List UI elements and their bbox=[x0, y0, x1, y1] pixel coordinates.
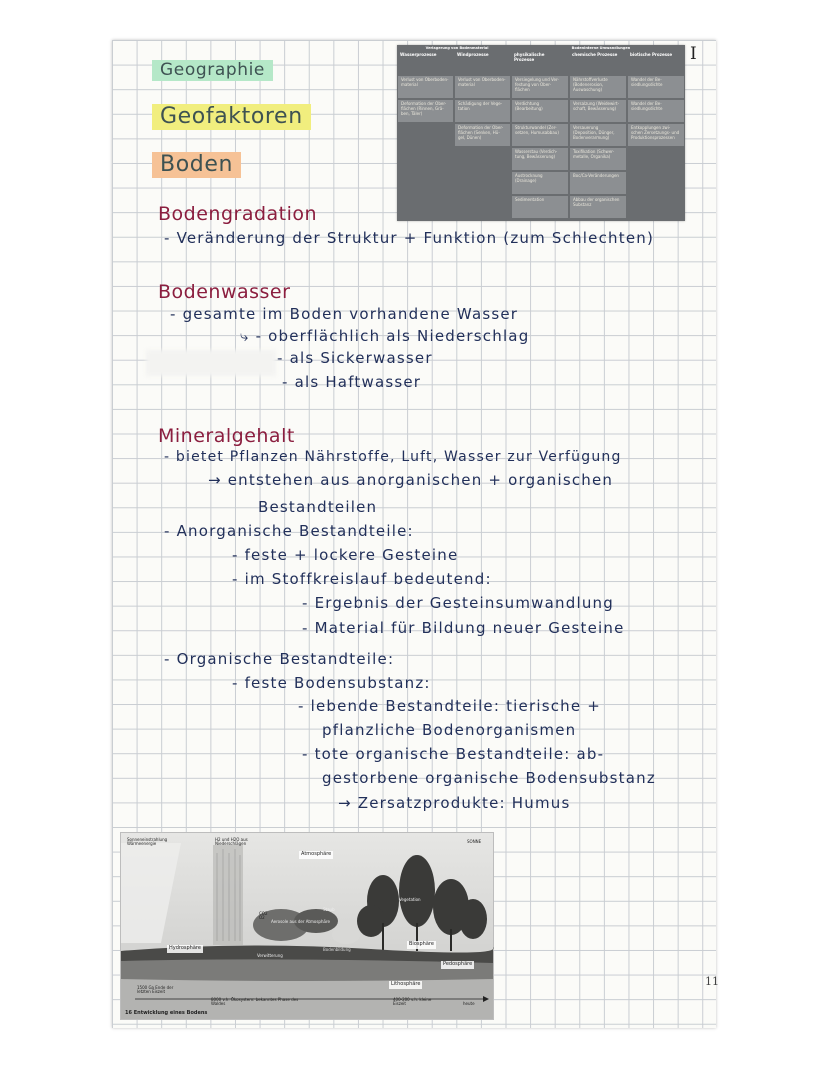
roman-numeral-mark: I bbox=[690, 44, 697, 64]
fig-label-vegetation: Vegetation bbox=[399, 897, 421, 902]
table-cell: Entkopplungen zwi-schen Zersetzungs- und Produktionsprozessen bbox=[628, 124, 684, 146]
table-header-cell: Wasserprozesse bbox=[400, 52, 437, 57]
fig-label-weathering: Verwitterung bbox=[257, 953, 283, 958]
mineral-line-5: - feste + lockere Gesteine bbox=[232, 546, 459, 564]
degradation-title: Bodengradation bbox=[158, 203, 318, 225]
fig-time-2: 8000 v.h. Ökosystem: bekanntes Phase des Waldes bbox=[211, 997, 299, 1007]
water-title: Bodenwasser bbox=[158, 281, 291, 303]
table-cell bbox=[397, 171, 454, 195]
table-cell: Boc/Ca-Veränderungen bbox=[570, 172, 626, 194]
table-cell bbox=[627, 147, 685, 171]
mineral-line-1: - bietet Pflanzen Nährstoffe, Luft, Wasser zur Verfügung bbox=[164, 449, 622, 465]
water-line-4: - als Haftwasser bbox=[282, 373, 422, 391]
table-header-cell: physikalische Prozesse bbox=[514, 52, 545, 62]
table-cell: Versauerung (Deposition, Dünger, Bodenverarmung) bbox=[570, 124, 626, 146]
soil-development-figure bbox=[120, 832, 494, 1020]
fig-label-soil: Bodenbildung bbox=[323, 947, 351, 952]
fig-label-aerosol: Aerosole aus der Atmosphäre bbox=[271, 919, 330, 924]
fig-time-4: heute bbox=[463, 1001, 475, 1006]
table-cell bbox=[397, 123, 454, 147]
table-cell: Verlust von Oberboden-material bbox=[398, 76, 453, 98]
fig-label-lithosphere: Lithosphäre bbox=[391, 981, 421, 987]
fig-time-1: 1500 Ga Ende der letzten Eiszeit bbox=[137, 985, 174, 995]
mineral-line-2: → entstehen aus anorganischen + organischen bbox=[208, 471, 614, 489]
mineral-line-14: gestorbene organische Bodensubstanz bbox=[322, 769, 656, 787]
mineral-line-4: - Anorganische Bestandteile: bbox=[164, 522, 414, 540]
water-line-1: - gesamte im Boden vorhandene Wasser bbox=[170, 305, 519, 323]
table-cell: Schädigung der Vege-tation bbox=[455, 100, 510, 122]
section-heading: Boden bbox=[152, 152, 241, 178]
table-cell: Austrocknung (Drainage) bbox=[512, 172, 568, 194]
fig-label-pedosphere: Pedosphäre bbox=[443, 961, 473, 967]
table-cell bbox=[454, 171, 511, 195]
mineral-line-10: - feste Bodensubstanz: bbox=[232, 674, 431, 692]
table-cell: Abbau der organischen Substanz bbox=[570, 196, 626, 218]
table-cell bbox=[397, 195, 454, 219]
table-header-cell: biotische Prozesse bbox=[630, 52, 673, 57]
mineral-line-13: - tote organische Bestandteile: ab- bbox=[302, 745, 605, 763]
fig-label-atmosphere: Atmosphäre bbox=[301, 851, 332, 857]
table-title-right: Bodeninterne Umwandlungen bbox=[571, 46, 631, 50]
fig-label-water: H2 und H2O aus Niederschlägen bbox=[215, 837, 248, 847]
blurred-smudge bbox=[146, 350, 276, 376]
mineral-line-15: → Zersatzprodukte: Humus bbox=[338, 794, 571, 812]
table-cell: Verlust von Oberboden-material bbox=[455, 76, 510, 98]
mineral-line-3: Bestandteilen bbox=[258, 498, 378, 516]
mineral-line-12: pflanzliche Bodenorganismen bbox=[322, 721, 577, 739]
table-cell: Sedimentation bbox=[512, 196, 568, 218]
table-cell: Versiegelung und Ver-festung von Ober-flächen bbox=[512, 76, 568, 98]
water-line-2: ⤷ - oberflächlich als Niederschlag bbox=[240, 327, 530, 345]
table-header-cell: chemische Prozesse bbox=[572, 52, 618, 57]
mineral-line-6: - im Stoffkreislauf bedeutend: bbox=[232, 570, 492, 588]
table-cell: Wandel der Be-siedlungsdichte bbox=[628, 100, 684, 122]
fig-label-dust: Staub bbox=[323, 907, 335, 912]
fig-time-3: 400-200 v.h. kleine Eiszeit bbox=[393, 997, 432, 1007]
fig-label-watermark: SONNE bbox=[467, 839, 482, 844]
table-cell: Toxifikation (Schwer-metalle, Organika) bbox=[570, 148, 626, 170]
table-cell: Nährstoffverluste (Bodenerosion, Auswaschung) bbox=[570, 76, 626, 98]
figure-caption-text: Entwicklung eines Bodens bbox=[133, 1010, 208, 1016]
fig-label-biosphere: Biosphäre bbox=[409, 941, 434, 947]
table-cell bbox=[397, 147, 454, 171]
table-header-cell: Windprozesse bbox=[457, 52, 489, 57]
mineral-line-11: - lebende Bestandteile: tierische + bbox=[298, 697, 602, 715]
mineral-line-8: - Material für Bildung neuer Gesteine bbox=[302, 619, 625, 637]
fig-label-sunlight: Sonneneinstrahlung Wärmeenergie bbox=[127, 837, 168, 847]
mineral-line-9: - Organische Bestandteile: bbox=[164, 650, 395, 668]
table-cell: Deformation der Ober-flächen (Senken, Hü-gel, Dünen) bbox=[455, 124, 510, 146]
table-cell: Deformation der Ober-flächen (Rinnen, Grä-ben, Täler) bbox=[398, 100, 453, 122]
water-line-3: - als Sickerwasser bbox=[277, 349, 433, 367]
mineral-line-7: - Ergebnis der Gesteinsumwandlung bbox=[302, 594, 614, 612]
mineral-title: Mineralgehalt bbox=[158, 425, 295, 447]
table-cell: Wandel der Be-siedlungsdichte bbox=[628, 76, 684, 98]
table-cell: Wasserstau (Verdich-tung, Bewässerung) bbox=[512, 148, 568, 170]
degradation-line-1: - Veränderung der Struktur + Funktion (zum Schlechten) bbox=[164, 229, 655, 247]
topic-heading: Geofaktoren bbox=[152, 104, 311, 130]
table-cell: Verdichtung (Bearbeitung) bbox=[512, 100, 568, 122]
table-cell: Strukturwandel (Zer-setzen, Humusabbau) bbox=[512, 124, 568, 146]
fig-label-hydrosphere: Hydrosphäre bbox=[169, 945, 201, 951]
soil-degradation-table bbox=[397, 45, 685, 221]
table-cell bbox=[454, 147, 511, 171]
fig-label-gases: CO2 O2 bbox=[259, 911, 268, 921]
page-number: 11 bbox=[705, 975, 719, 988]
subject-heading: Geographie bbox=[152, 60, 273, 81]
notebook-page bbox=[112, 40, 719, 1028]
table-title-left: Verlagerung von Bodenmaterial bbox=[425, 46, 489, 50]
table-cell bbox=[627, 171, 685, 195]
table-cell bbox=[627, 195, 685, 219]
table-cell bbox=[454, 195, 511, 219]
table-cell: Versalzung (Weidewirt-schaft, Bewässerung) bbox=[570, 100, 626, 122]
figure-caption bbox=[125, 1010, 207, 1016]
figure-caption-number: 16 bbox=[125, 1010, 132, 1016]
